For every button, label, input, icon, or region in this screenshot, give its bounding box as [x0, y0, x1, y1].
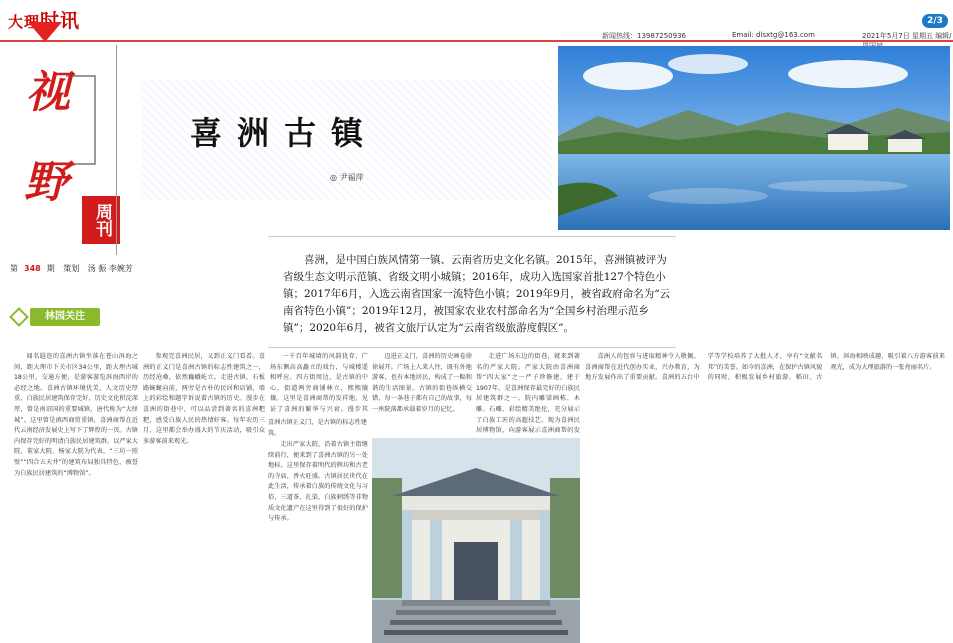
logo-triangle-icon [28, 22, 62, 42]
column-text: 走进广场东边的街巷，就来到著名的严家大院。严家大院由喜洲商帮“四大家”之一严子珍修建，建于1907年，是喜洲保存最完好的白族民居建筑群之一。院内雕梁画栋，木雕、石雕、彩绘精美绝伦，充分展示了白族工匠的高超技艺。现为喜洲民居博物馆，向游客展示喜洲商帮的发 [476, 353, 580, 434]
column-title-char-2: 野 [24, 157, 68, 208]
column-text: 迈进正义门，喜洲的历史画卷徐徐展开。广场上人来人往，既有外地游客，也有本地居民，构成了一幅和谐的生活图景。古镇的街巷纵横交错，每一条巷子都有自己的故事，每一座院落都承载着岁月的记忆。 [372, 353, 472, 413]
article-column-5 [585, 352, 945, 640]
column-title-char-1: 视 [26, 67, 70, 118]
gate-photo-caption: 喜洲古镇正义门，是古镇的标志性建筑。 [268, 419, 367, 437]
header-email: Email: dlsxtg@163.com [732, 31, 815, 39]
lake-landscape-photo [558, 46, 950, 230]
article-column-3a [270, 352, 368, 414]
article-author: ◎ 尹福萍 [330, 173, 364, 182]
article-column-1 [14, 352, 138, 640]
section-diamond-icon [9, 307, 29, 327]
page-number-badge: 2/3 [922, 14, 948, 28]
issue-label: 第 [10, 264, 18, 273]
article-intro: 喜洲，是中国白族风情第一镇、云南省历史文化名镇。2015年，喜洲镇被评为省级生态文明示范镇、省级文明小城镇；2016年，成功入选国家首批127个特色小镇；2017年6月，入选云南省国家一流特色小镇；2019年9月，被省政府命名为“云南省特色小镇”；2019年12月，被国家农业农村部命名为“全国乡村治理示范乡镇”；2020年6月，被省文旅厅认定为“云南省级旅游度假区”。 [283, 254, 671, 334]
logo-big-text: 时讯 [40, 10, 81, 32]
header-date-text: 2021年5月7日 星期五 [862, 32, 933, 40]
article-column-3c [476, 352, 580, 434]
column-text: 喜洲人的包容与进取精神令人敬佩。喜洲商帮在近代创办实业，兴办教育，为地方发展作出了重要贡献。喜洲的五台中学等学校培养了大批人才，享有“文献名邦”的美誉。如今的喜洲，在保护古镇风貌的同时，积极发展乡村旅游，稻田、古镇、洱海相映成趣，吸引着八方游客前来观光，成为大理旅游的一张亮丽名片。 [585, 353, 945, 382]
issue-suffix: 期 [46, 264, 55, 273]
column-text: 参观完喜洲民居，又到正义门看看。喜洲的正义门是喜洲古镇的标志性建筑之一，历经沧桑，依然巍峨屹立。走进古镇，石板路蜿蜒向前，两旁是古朴的民居和店铺，墙上的彩绘和题字诉说着古镇的历史。漫步在喜洲的街巷中，可以品尝到著名的喜洲粑粑，感受白族人民的热情好客。每年农历三月，这里都会举办盛大的节庆活动，吸引众多游客前来观光。 [143, 353, 265, 445]
article-column-3b [372, 352, 472, 434]
logo-small-text: 大理 [8, 13, 41, 31]
planner-label: 策划 [63, 264, 80, 273]
weekly-badge: 周刊 [82, 196, 120, 244]
article-column-2 [143, 352, 265, 640]
issue-line [10, 263, 139, 274]
editor-names: 汤 振 李婉芳 [87, 264, 133, 273]
newspaper-header [0, 0, 953, 42]
column-text: 一千百年城墙的风韵犹存，广场东侧高高矗立的戏台，与城楼遥相呼应。四方街周边，是古镇的中心，街道两旁商铺林立，熙熙攘攘。这里是喜洲商帮的发祥地，见证了喜洲的繁华与兴衰。漫步其 [270, 353, 368, 413]
header-edition: 编辑/ [935, 32, 952, 40]
article-column-4 [268, 440, 368, 640]
title-bracket [66, 75, 96, 165]
divider [116, 45, 117, 255]
stone-gate-photo [372, 438, 580, 643]
section-tag: 林园关注 [30, 308, 100, 326]
article-title: 喜洲古镇 [190, 114, 379, 152]
column-text: 走出严家大院，沿着古镇主街继续前行，便来到了喜洲古镇的另一处地标。这里保存着明代的牌坊和古老的寺庙，香火旺盛。古镇居民世代在此生活，传承着白族的传统文化与习俗，三道茶、扎染、白族刺绣等非物质文化遗产在这里得到了很好的保护与传承。 [268, 441, 368, 523]
column-text: 闻名遐迩的喜洲古镇坐落在苍山洱海之间，距大理市下关市区34公里，距大理古城18公里，交通方便，是游客游览洱海西岸的必经之地。喜洲古镇环境优美，人文历史厚重，白族民居建筑保存完好，历史文化积淀深厚，曾是南诏国的重要城镇，唐代称为“大厘城”。这里曾是滇西商贸重镇，喜洲商帮在近代云南经济发展史上写下了辉煌的一页。古镇内保存完好的明清白族民居建筑群，以严家大院、董家大院、杨家大院为代表，“三坊一照壁”“四合五天井”的建筑布局独具特色，被誉为白族民居建筑的“博物馆”。 [14, 353, 138, 477]
header-phone: 新闻热线：13987250936 [602, 32, 686, 40]
issue-number: 348 [24, 264, 41, 273]
